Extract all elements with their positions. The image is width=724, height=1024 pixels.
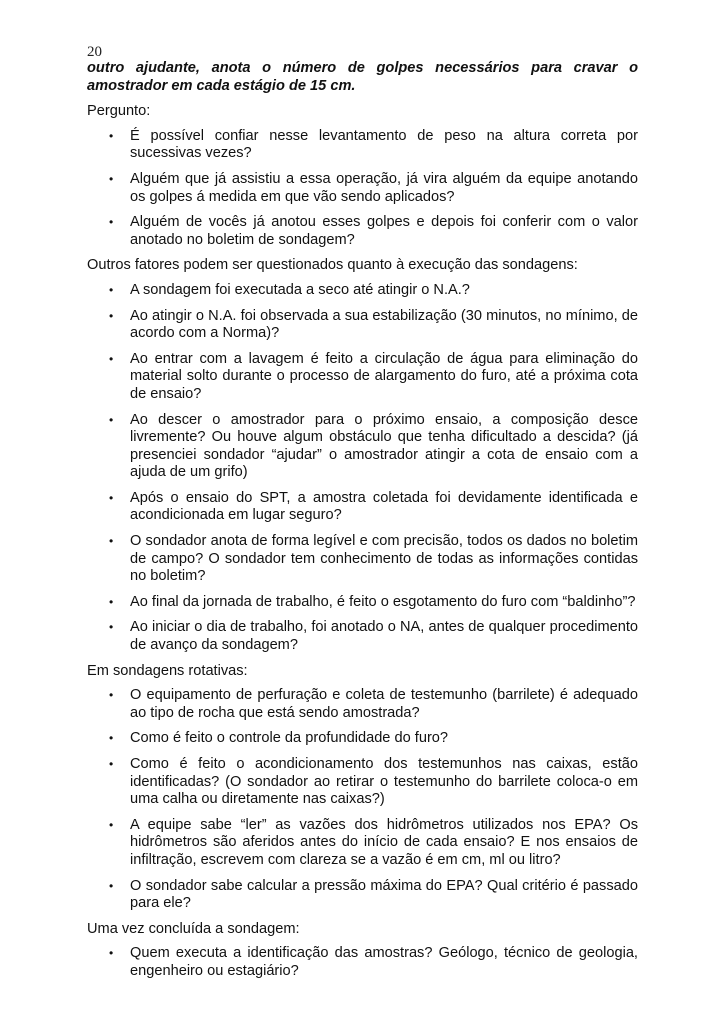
list-item-text: A equipe sabe “ler” as vazões dos hidrômetros utilizados nos EPA? Os hidrômetros são aferidos antes do início de cada ensaio? E nos ensaios de infiltração, escrevem com clareza se a vazão é em cm, ml ou litro? xyxy=(130,816,638,868)
list-item xyxy=(87,351,638,404)
list-item-text: Como é feito o controle da profundidade do furo? xyxy=(130,730,449,747)
bullet-icon: • xyxy=(109,534,114,549)
section-heading: Outros fatores podem ser questionados quanto à execução das sondagens: xyxy=(87,257,578,274)
bullet-icon: • xyxy=(109,594,114,609)
list-item-text: Como é feito o acondicionamento dos testemunhos nas caixas, estão identificadas? (O sondador ao retirar o testemunho do barrilete coloca-o em uma calha ou diretamente nas caixas?) xyxy=(130,756,638,808)
list-item-text: Quem executa a identificação das amostras? Geólogo, técnico de geologia, engenheiro ou estagiário? xyxy=(130,945,638,979)
bullet-icon: • xyxy=(109,171,114,186)
list-item xyxy=(87,308,638,343)
bullet-list xyxy=(87,945,638,980)
list-item xyxy=(87,730,638,748)
list-item-text: Ao iniciar o dia de trabalho, foi anotado o NA, antes de qualquer procedimento de avanço da sondagem? xyxy=(130,619,638,654)
section-heading: Uma vez concluída a sondagem: xyxy=(87,920,300,937)
section-heading: Pergunto: xyxy=(87,103,151,120)
page-number: 20 xyxy=(87,44,102,60)
list-item-text: O sondador anota de forma legível e com precisão, todos os dados no boletim de campo? O sondador tem conhecimento de todas as informações contidas no boletim? xyxy=(130,533,638,585)
list-item xyxy=(87,533,638,586)
list-item-text: Ao final da jornada de trabalho, é feito o esgotamento do furo com “baldinho”? xyxy=(130,593,636,610)
list-item xyxy=(87,490,638,525)
list-item xyxy=(87,282,638,300)
lead-paragraph: outro ajudante, anota o número de golpes necessários para cravar o amostrador em cada estágio de 15 cm. xyxy=(87,60,638,94)
list-item xyxy=(87,878,638,913)
bullet-icon: • xyxy=(109,731,114,746)
bullet-icon: • xyxy=(109,878,114,893)
bullet-icon: • xyxy=(109,620,114,635)
list-item xyxy=(87,687,638,722)
bullet-icon: • xyxy=(109,688,114,703)
list-item xyxy=(87,594,638,612)
list-item-text: O equipamento de perfuração e coleta de testemunho (barrilete) é adequado ao tipo de rocha que está sendo amostrada? xyxy=(130,687,638,721)
list-item xyxy=(87,171,638,206)
bullet-icon: • xyxy=(109,128,114,143)
list-item-text: O sondador sabe calcular a pressão máxima do EPA? Qual critério é passado para ele? xyxy=(130,877,638,912)
bullet-icon: • xyxy=(109,946,114,961)
list-item-text: Após o ensaio do SPT, a amostra coletada foi devidamente identificada e acondicionada em lugar seguro? xyxy=(130,489,638,524)
bullet-icon: • xyxy=(109,282,114,297)
list-item xyxy=(87,619,638,654)
bullet-icon: • xyxy=(109,215,114,230)
bullet-list xyxy=(87,128,638,250)
list-item-text: Ao atingir o N.A. foi observada a sua estabilização (30 minutos, no mínimo, de acordo com a Norma)? xyxy=(130,307,638,342)
list-item-text: Alguém de vocês já anotou esses golpes e depois foi conferir com o valor anotado no boletim de sondagem? xyxy=(130,214,638,248)
bullet-list xyxy=(87,687,638,913)
list-item-text: A sondagem foi executada a seco até atingir o N.A.? xyxy=(130,281,470,298)
section-heading: Em sondagens rotativas: xyxy=(87,662,248,679)
list-item-text: Ao entrar com a lavagem é feito a circulação de água para eliminação do material solto durante o processo de alargamento do furo, até a próxima cota de ensaio? xyxy=(130,350,638,402)
list-item-text: É possível confiar nesse levantamento de peso na altura correta por sucessivas vezes? xyxy=(130,127,638,162)
list-item xyxy=(87,756,638,809)
bullet-icon: • xyxy=(109,757,114,771)
list-item xyxy=(87,128,638,163)
bullet-icon: • xyxy=(109,490,114,505)
list-item xyxy=(87,945,638,980)
bullet-icon: • xyxy=(109,412,114,427)
list-item xyxy=(87,412,638,482)
list-item-text: Alguém que já assistiu a essa operação, já vira alguém da equipe anotando os golpes á medida em que vão sendo aplicados? xyxy=(130,170,638,205)
page-body xyxy=(87,60,638,989)
list-item xyxy=(87,214,638,249)
bullet-icon: • xyxy=(109,308,114,323)
list-item xyxy=(87,817,638,870)
bullet-icon: • xyxy=(109,817,114,832)
list-item-text: Ao descer o amostrador para o próximo ensaio, a composição desce livremente? Ou houve algum obstáculo que tenha dificultado a descida? (já presenciei sondador “ajudar” o amostrador atingir a cota de ensaio com a ajuda de um grifo) xyxy=(130,411,638,481)
bullet-list xyxy=(87,282,638,655)
bullet-icon: • xyxy=(109,351,114,366)
